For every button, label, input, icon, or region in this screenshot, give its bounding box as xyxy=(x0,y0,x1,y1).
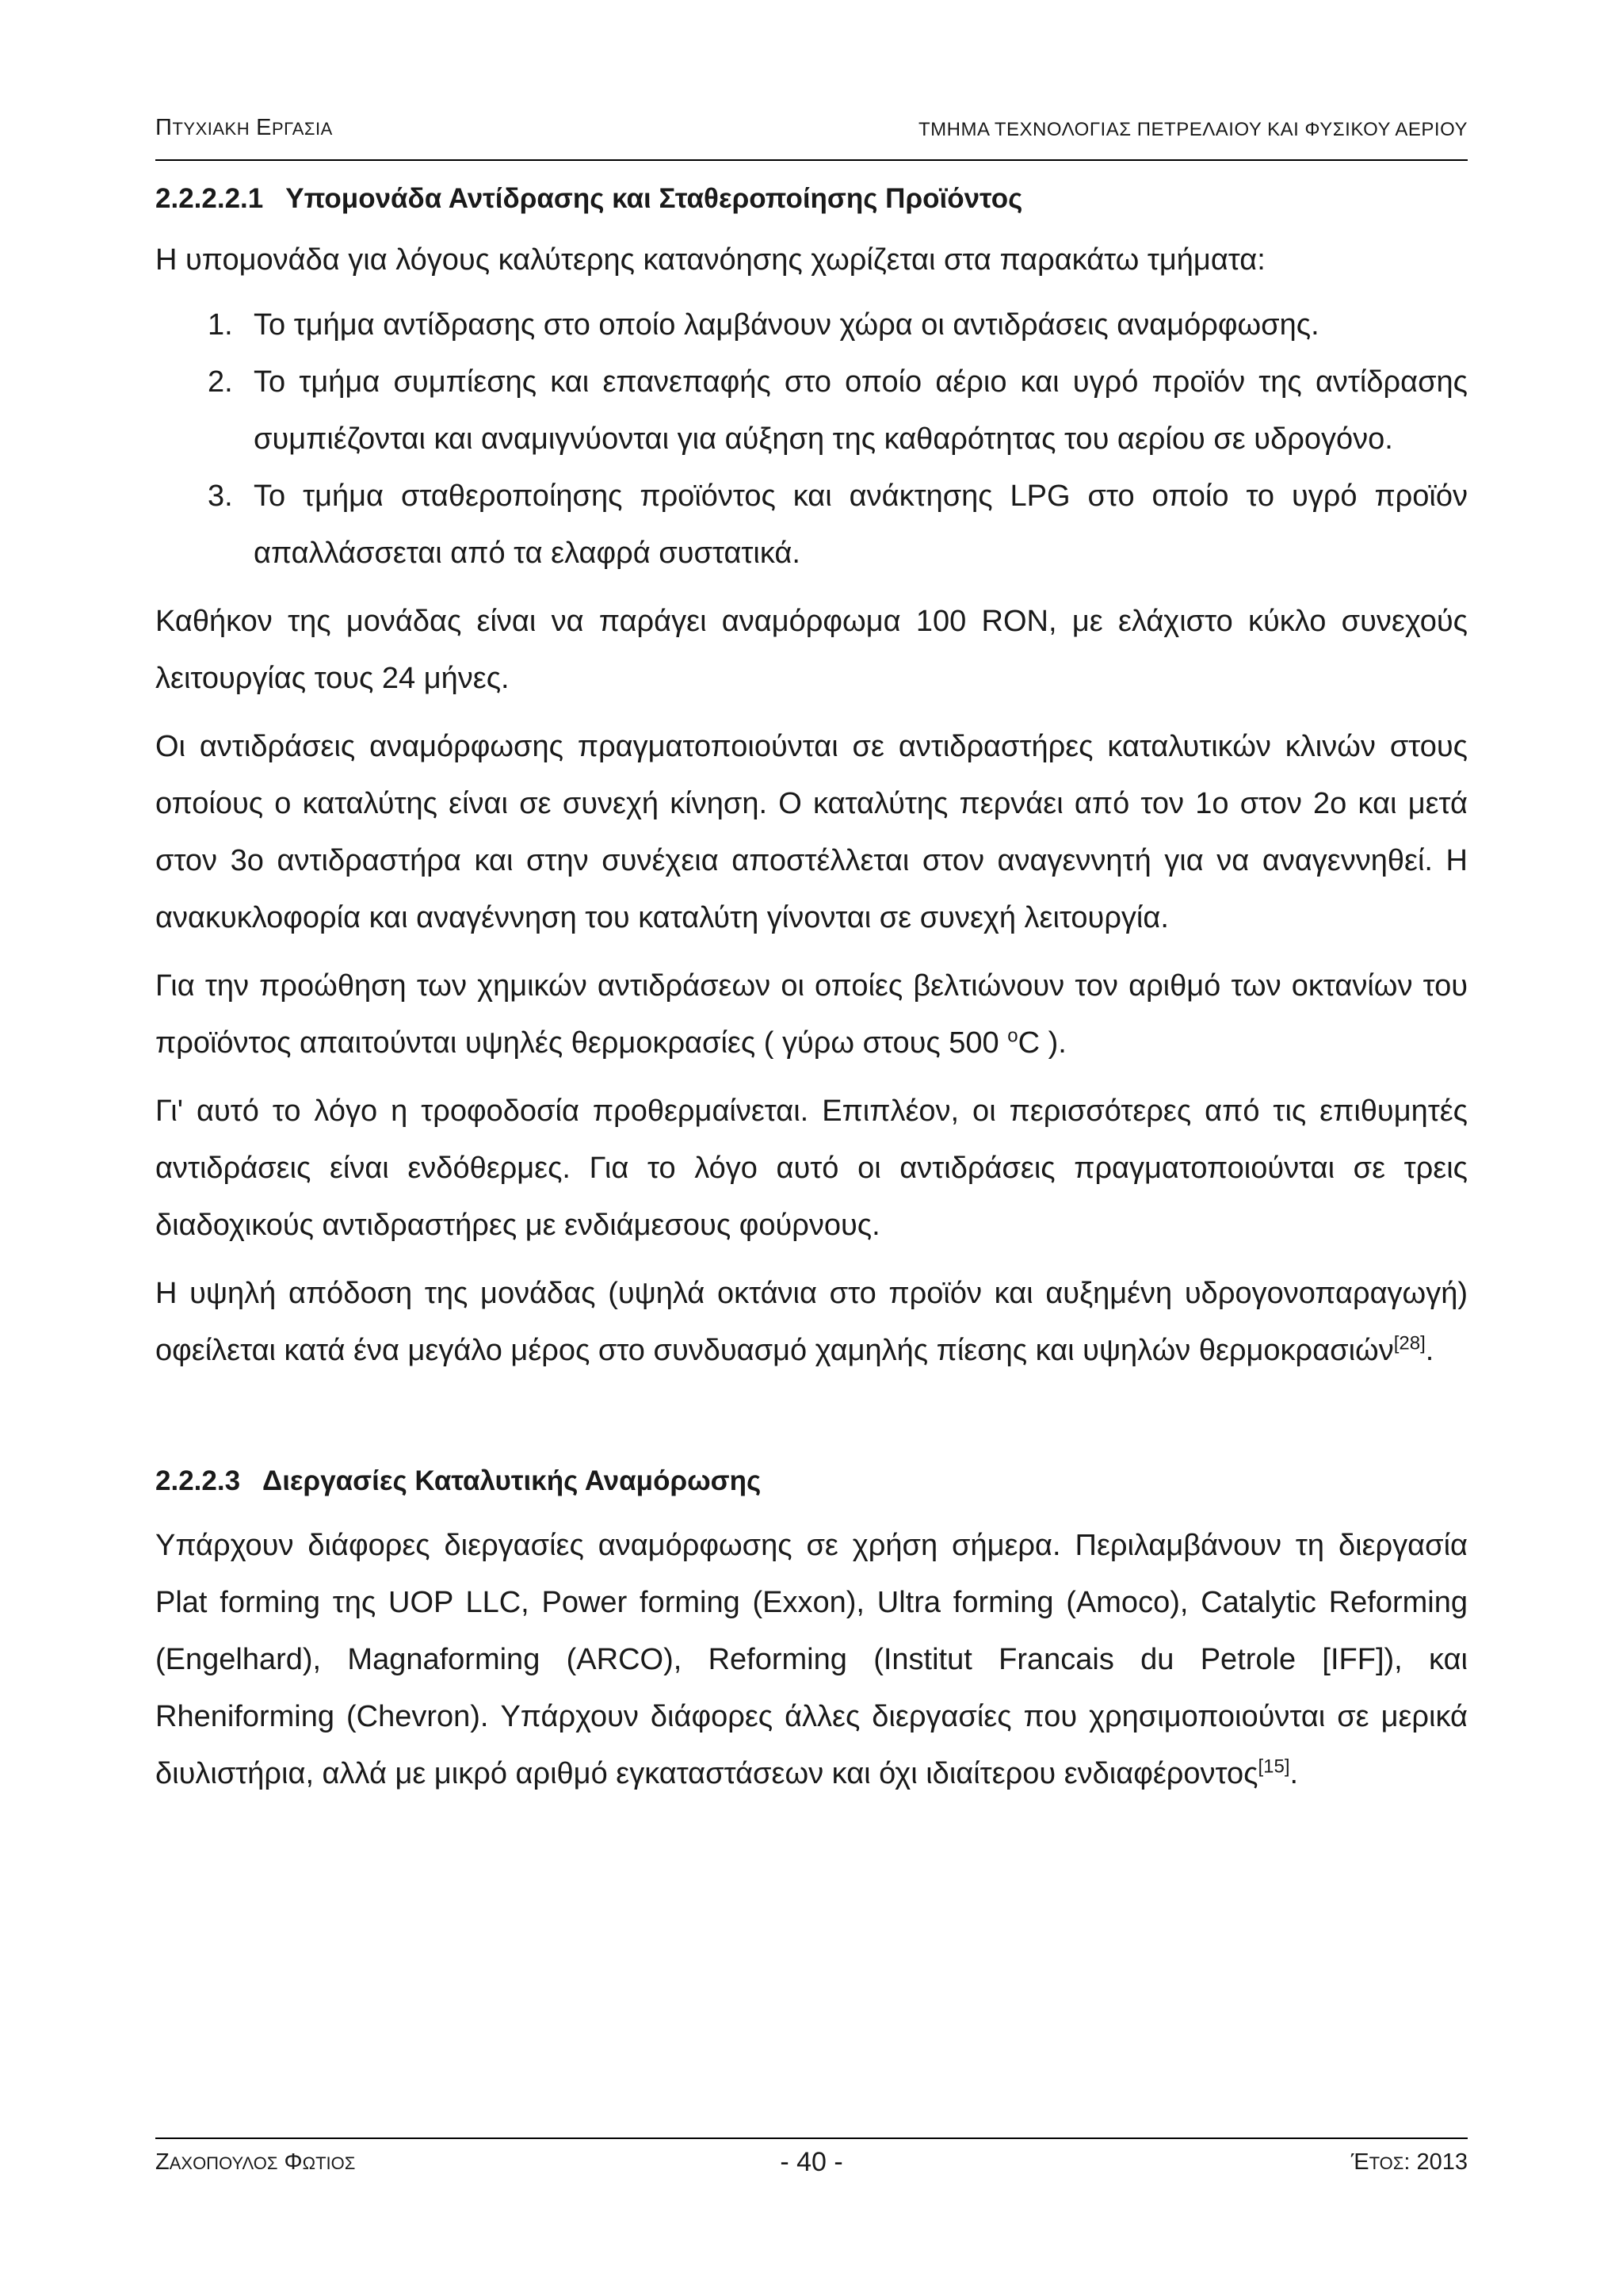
intro-paragraph: Η υπομονάδα για λόγους καλύτερης κατανόησης χωρίζεται στα παρακάτω τμήματα: xyxy=(155,243,1266,277)
list-item-number: 3. xyxy=(208,479,233,513)
paragraph-temperature: Για την προώθηση των χημικών αντιδράσεων οι οποίες βελτιώνουν τον αριθμό των οκτανίων του προϊόντος απαιτούνται υψηλές θερμοκρασίες ( γύρω στους 500 $^o$C ). xyxy=(155,969,1468,1060)
page-body xyxy=(155,181,1468,1813)
section-number: 2.2.2.2.1 xyxy=(155,183,264,214)
paragraph-efficiency: Η υψηλή απόδοση της μονάδας (υψηλά οκτάνια στο προϊόν και αυξημένη υδρογονοπαραγωγή) οφείλεται κατά ένα μεγάλο μέρος στο συνδυασμό χαμηλής πίεσης και υψηλών θερμοκρασιών[28]. xyxy=(155,1277,1468,1367)
list-item xyxy=(155,353,1468,468)
page-header xyxy=(155,109,1468,141)
header-right-title: ΤΜΗΜΑ ΤΕΧΝΟΛΟΓΙΑΣ ΠΕΤΡΕΛΑΙΟΥ ΚΑΙ ΦΥΣΙΚΟΥ ΑΕΡΙΟΥ xyxy=(918,119,1468,140)
section-title: Διεργασίες Καταλυτικής Αναμόρωσης xyxy=(262,1465,762,1496)
paragraph-preheating: Γι' αυτό το λόγο η τροφοδοσία προθερμαίνεται. Επιπλέον, οι περισσότερες από τις επιθυμητές αντιδράσεις είναι ενδόθερμες. Για το λόγο αυτό οι αντιδράσεις πραγματοποιούνται σε τρεις διαδοχικούς αντιδραστήρες με ενδιάμεσους φούρνους. xyxy=(155,1095,1468,1242)
paragraph-processes: Υπάρχουν διάφορες διεργασίες αναμόρφωσης σε χρήση σήμερα. Περιλαμβάνουν τη διεργασία Plat forming της UOP LLC, Power forming (Exxon), Ultra forming (Amoco), Catalytic Reforming (Engelhard), Magnaforming (ARCO), Reforming (Institut Francais du Petrole [IFF]), και Rheniforming (Chevron). Υπάρχουν διάφορες άλλες διεργασίες που χρησιμοποιούνται σε μερικά διυλιστήρια, αλλά με μικρό αριθμό εγκαταστάσεων και όχι ιδιαίτερου ενδιαφέροντος[15]. xyxy=(155,1529,1468,1790)
section-heading-2-2-2-3 xyxy=(155,1463,1468,1499)
section-title: Υπομονάδα Αντίδρασης και Σταθεροποίησης Προϊόντος xyxy=(285,183,1023,214)
list-item-number: 2. xyxy=(208,365,233,399)
list-item xyxy=(155,296,1468,353)
page-number: - 40 - xyxy=(780,2146,843,2177)
page-footer xyxy=(155,2142,1468,2182)
section-number: 2.2.2.3 xyxy=(155,1465,241,1496)
citation-ref-15: [15] xyxy=(1258,1755,1290,1778)
section-heading-2-2-2-2-1 xyxy=(155,181,1468,217)
section-spacer xyxy=(155,1390,1468,1463)
footer-year: ΈΤΟΣ: 2013 xyxy=(1350,2149,1468,2175)
list-item xyxy=(155,468,1468,582)
footer-rule xyxy=(155,2137,1468,2139)
header-left-title: ΠΤΥΧΙΑΚΗ ΕΡΓΑΣΙΑ xyxy=(155,115,333,140)
paragraph-unit-duty: Καθήκον της μονάδας είναι να παράγει αναμόρφωμα 100 RON, με ελάχιστο κύκλο συνεχούς λειτουργίας τους 24 μήνες. xyxy=(155,605,1468,695)
list-item-number: 1. xyxy=(208,308,233,342)
list-item-text: Το τμήμα συμπίεσης και επανεπαφής στο οποίο αέριο και υγρό προϊόν της αντίδρασης συμπιέζονται και αναμιγνύονται για αύξηση της καθαρότητας του αερίου σε υδρογόνο. xyxy=(254,365,1468,456)
list-item-text: Το τμήμα σταθεροποίησης προϊόντος και ανάκτησης LPG στο οποίο το υγρό προϊόν απαλλάσσεται από τα ελαφρά συστατικά. xyxy=(254,479,1468,570)
degree-superscript: o xyxy=(1007,1025,1018,1047)
header-rule xyxy=(155,159,1468,161)
citation-ref-28: [28] xyxy=(1393,1332,1426,1354)
list-item-text: Το τμήμα αντίδρασης στο οποίο λαμβάνουν χώρα οι αντιδράσεις αναμόρφωσης. xyxy=(254,308,1319,342)
numbered-list xyxy=(155,296,1468,582)
paragraph-reactions: Οι αντιδράσεις αναμόρφωσης πραγματοποιούνται σε αντιδραστήρες καταλυτικών κλινών στους οποίους ο καταλύτης είναι σε συνεχή κίνηση. Ο καταλύτης περνάει από τον 1ο στον 2ο και μετά στον 3ο αντιδραστήρα και στην συνέχεια αποστέλλεται στον αναγεννητή για να αναγεννηθεί. Η ανακυκλοφορία και αναγέννηση του καταλύτη γίνονται σε συνεχή λειτουργία. xyxy=(155,730,1468,934)
footer-author: ΖΑΧΟΠΟΥΛΟΣ ΦΩΤΙΟΣ xyxy=(155,2149,356,2175)
